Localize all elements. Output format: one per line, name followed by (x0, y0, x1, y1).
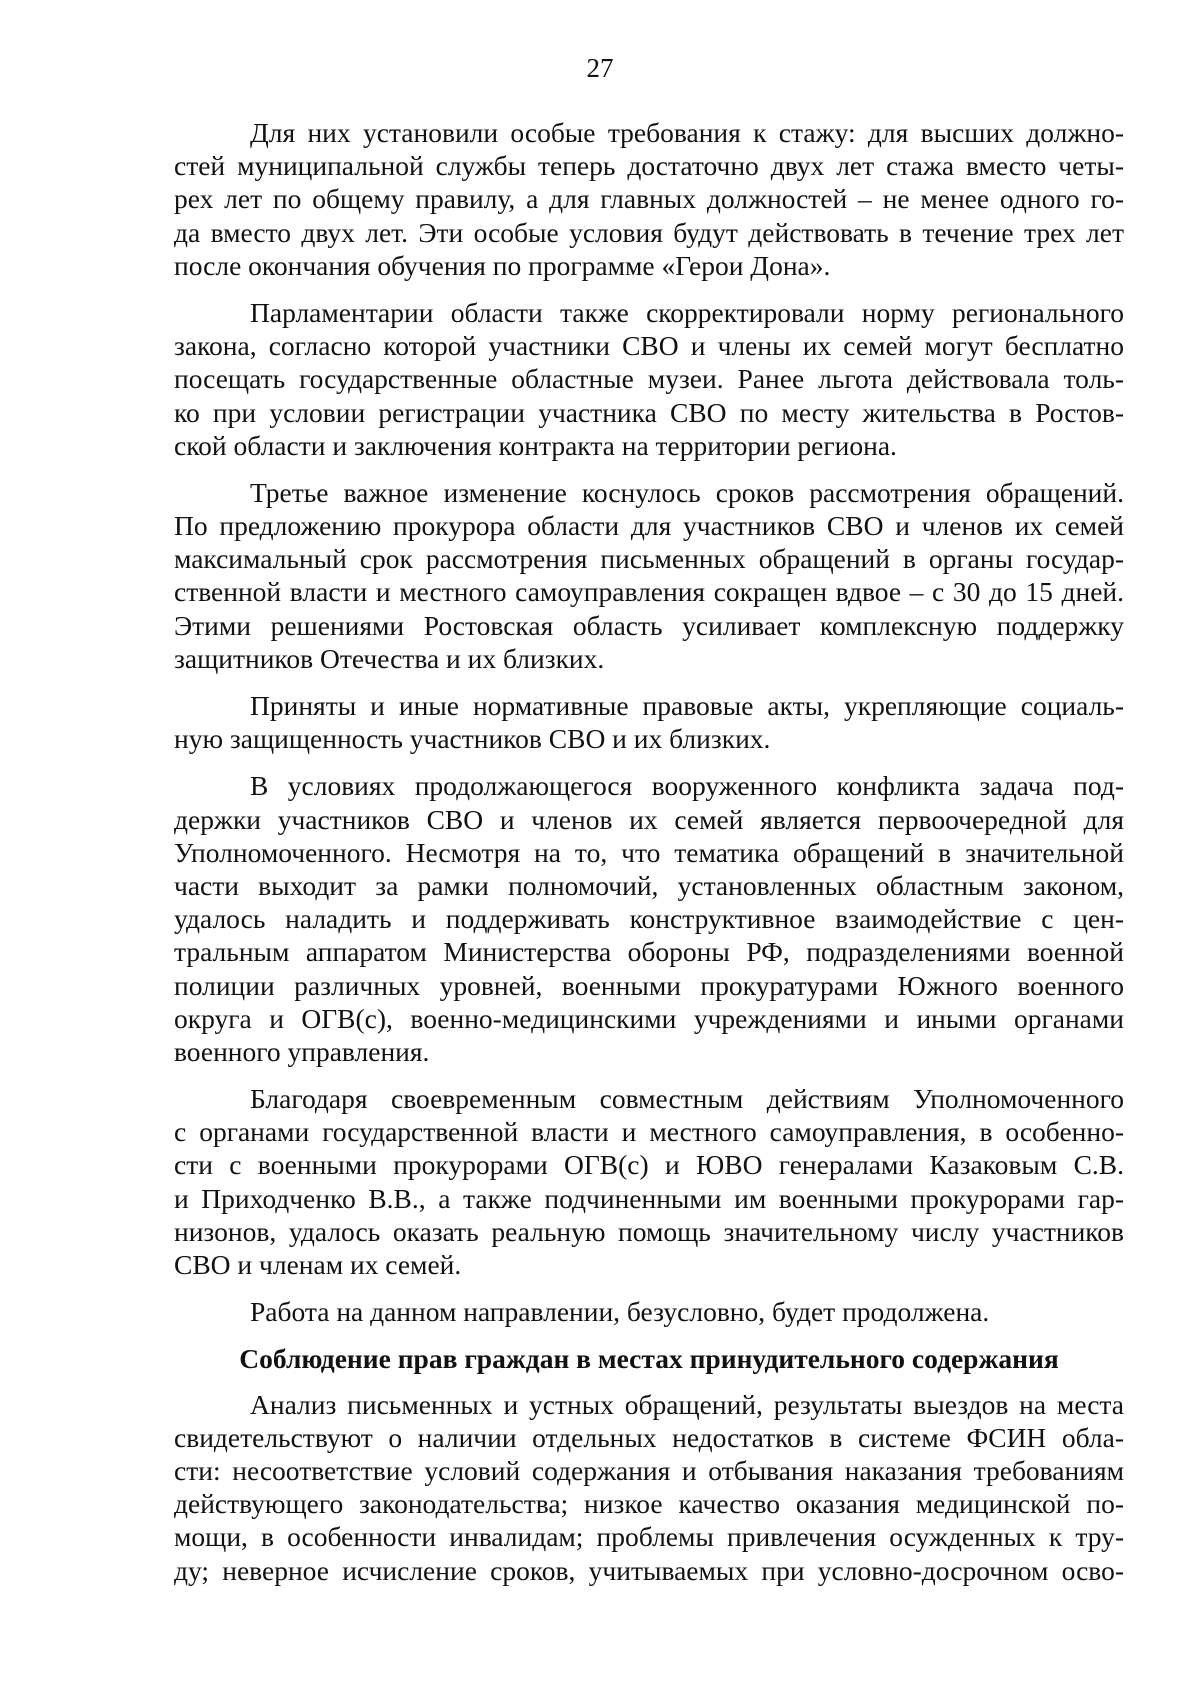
paragraph (174, 689, 1124, 755)
text-line: закона, согласно которой участники СВО и члены их семей могут бесплатно (174, 330, 1124, 362)
text-line: Уполномоченного. Несмотря на то, что тематика обращений в значительной (174, 836, 1124, 868)
text-line: сти: несоответствие условий содержания и отбывания наказания требованиям (174, 1454, 1124, 1486)
section-heading: Соблюдение прав граждан в местах принудительного содержания (239, 1343, 1059, 1375)
page-body (174, 116, 1124, 1601)
text-line: ную защищенность участников СВО и их близких. (174, 723, 771, 755)
text-line: Парламентарии области также скорректировали норму регионального (250, 296, 1124, 328)
text-line: полиции различных уровней, военными прокуратурами Южного военного (174, 969, 1124, 1001)
text-line: Для них установили особые требования к стажу: для высших должно- (250, 117, 1124, 148)
text-line: и Приходченко В.В., а также подчиненными им военными прокурорами гар- (174, 1182, 1124, 1214)
text-line: свидетельствуют о наличии отдельных недостатков в системе ФСИН обла- (174, 1421, 1124, 1453)
page-number: 27 (586, 53, 614, 83)
text-line: ко при условии регистрации участника СВО по месту жительства в Ростов- (174, 396, 1124, 428)
text-line: держки участников СВО и членов их семей является первоочередной для (174, 803, 1124, 835)
paragraph (174, 1388, 1124, 1587)
text-line: стей муниципальной службы теперь достаточно двух лет стажа вместо четы- (174, 150, 1124, 182)
text-line: По предложению прокурора области для участников СВО и членов их семей (174, 510, 1124, 542)
text-line: военного управления. (174, 1035, 430, 1067)
paragraph (174, 1295, 1124, 1328)
paragraph (174, 116, 1124, 282)
text-line: части выходит за рамки полномочий, установленных областным законом, (174, 869, 1124, 901)
text-line: низонов, удалось оказать реальную помощь значительному числу участников (174, 1215, 1124, 1247)
text-line: ственной власти и местного самоуправления сокращен вдвое – с 30 до 15 дней. (174, 576, 1124, 608)
text-line: В условиях продолжающегося вооруженного конфликта задача под- (250, 770, 1124, 802)
text-line: рех лет по общему правилу, а для главных должностей – не менее одного го- (174, 183, 1124, 215)
text-line: Приняты и иные нормативные правовые акты, укрепляющие социаль- (250, 690, 1124, 721)
text-line: тральным аппаратом Министерства обороны РФ, подразделениями военной (174, 936, 1124, 968)
text-line: посещать государственные областные музеи. Ранее льгота действовала толь- (174, 363, 1124, 395)
text-line: Третье важное изменение коснулось сроков рассмотрения обращений. (250, 476, 1124, 508)
text-line: да вместо двух лет. Эти особые условия будут действовать в течение трех лет (174, 216, 1124, 248)
paragraph (174, 296, 1124, 462)
text-line: действующего законодательства; низкое качество оказания медицинской по- (174, 1488, 1124, 1520)
text-line: СВО и членам их семей. (174, 1249, 462, 1280)
text-line: с органами государственной власти и местного самоуправления, в особенно- (174, 1116, 1124, 1148)
text-line: защитников Отечества и их близких. (174, 642, 605, 674)
text-line: Работа на данном направлении, безусловно, будет продолжена. (250, 1296, 990, 1328)
text-line: Этими решениями Ростовская область усиливает комплексную поддержку (174, 609, 1124, 641)
paragraph (174, 1082, 1124, 1281)
text-line: максимальный срок рассмотрения письменных обращений в органы государ- (174, 543, 1124, 575)
paragraph (174, 769, 1124, 1068)
text-line: округа и ОГВ(с), военно-медицинскими учреждениями и иными органами (174, 1002, 1124, 1034)
text-line: мощи, в особенности инвалидам; проблемы привлечения осужденных к тру- (174, 1521, 1124, 1553)
paragraph (174, 476, 1124, 675)
text-line: удалось наладить и поддерживать конструктивное взаимодействие с цен- (174, 903, 1124, 935)
text-line: ду; неверное исчисление сроков, учитываемых при условно-досрочном осво- (174, 1554, 1124, 1586)
text-line: сти с военными прокурорами ОГВ(с) и ЮВО генералами Казаковым С.В. (174, 1149, 1124, 1181)
text-line: Анализ письменных и устных обращений, результаты выездов на места (250, 1388, 1124, 1420)
text-line: после окончания обучения по программе «Герои Дона». (174, 249, 831, 281)
text-line: Благодаря своевременным совместным действиям Уполномоченного (250, 1083, 1124, 1115)
text-line: ской области и заключения контракта на территории региона. (174, 429, 897, 461)
